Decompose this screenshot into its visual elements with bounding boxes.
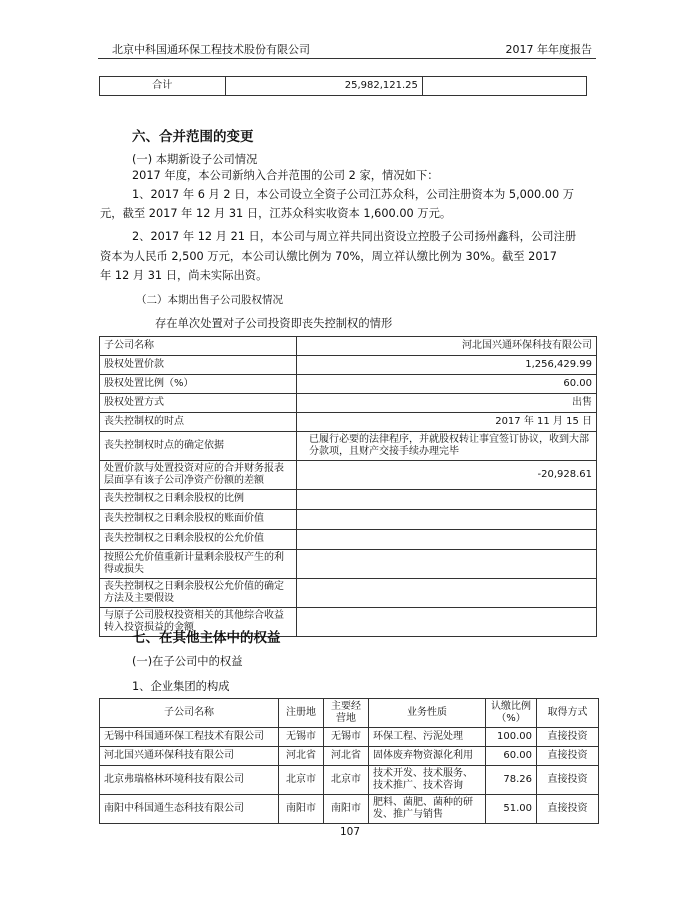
row-label: 处置价款与处置投资对应的合并财务报表层面享有该子公司净资产份额的差额 — [100, 461, 297, 490]
table-row — [100, 490, 597, 510]
table-row — [100, 579, 597, 608]
table-row — [100, 375, 597, 394]
table-row — [100, 728, 599, 747]
row-value: 1,256,429.99 — [297, 356, 597, 375]
paragraph: 年 12 月 31 日，尚未实际出资。 — [100, 269, 268, 282]
cell: 60.00 — [486, 747, 537, 766]
cell: 无锡市 — [324, 728, 369, 747]
cell: 直接投资 — [537, 766, 599, 795]
cell: 51.00 — [486, 795, 537, 824]
table-header-row — [100, 699, 599, 728]
row-value: 2017 年 11 月 15 日 — [297, 413, 597, 432]
total-value: 25,982,121.25 — [225, 77, 422, 96]
paragraph: 资本为人民币 2,500 万元，本公司认缴比例为 70%，周立祥认缴比例为 30%。截至 2017 — [100, 250, 557, 263]
paragraph: 1、2017 年 6 月 2 日，本公司设立全资子公司江苏众科，公司注册资本为 5,000.00 万 — [132, 188, 575, 201]
header-report-title: 2017 年年度报告 — [505, 43, 592, 56]
cell: 河北省 — [324, 747, 369, 766]
cell: 南阳中科国通生态科技有限公司 — [100, 795, 279, 824]
column-header: 认缴比例（%） — [486, 699, 537, 728]
row-label: 丧失控制权之日剩余股权公允价值的确定方法及主要假设 — [100, 579, 297, 608]
column-header: 主要经营地 — [324, 699, 369, 728]
paragraph: 2、2017 年 12 月 21 日，本公司与周立祥共同出资设立控股子公司扬州鑫科，公司注册 — [132, 230, 577, 243]
cell: 无锡市 — [279, 728, 324, 747]
cell: 无锡中科国通环保工程技术有限公司 — [100, 728, 279, 747]
row-value — [297, 510, 597, 530]
cell: 固体废弃物资源化利用 — [369, 747, 486, 766]
row-value — [297, 579, 597, 608]
cell: 南阳市 — [279, 795, 324, 824]
cell: 河北国兴通环保科技有限公司 — [100, 747, 279, 766]
section-title-7: 七、在其他主体中的权益 — [132, 630, 281, 646]
header-divider — [98, 58, 596, 59]
cell: 北京市 — [279, 766, 324, 795]
total-label: 合计 — [100, 77, 226, 96]
row-value: -20,928.61 — [297, 461, 597, 490]
page-number: 107 — [339, 826, 361, 838]
row-label: 与原子公司股权投资相关的其他综合收益转入投资损益的金额 — [100, 608, 297, 637]
row-label: 按照公允价值重新计量剩余股权产生的利得或损失 — [100, 550, 297, 579]
table-row — [100, 77, 587, 96]
disposal-table — [99, 336, 597, 637]
column-header: 取得方式 — [537, 699, 599, 728]
row-label: 股权处置比例（%） — [100, 375, 297, 394]
row-value — [297, 608, 597, 637]
row-label: 股权处置方式 — [100, 394, 297, 413]
cell: 环保工程、污泥处理 — [369, 728, 486, 747]
header-company: 北京中科国通环保工程技术股份有限公司 — [112, 43, 310, 56]
total-empty-cell — [422, 77, 586, 96]
row-label: 丧失控制权时点的确定依据 — [100, 432, 297, 461]
row-label: 子公司名称 — [100, 337, 297, 356]
cell: 北京市 — [324, 766, 369, 795]
column-header: 注册地 — [279, 699, 324, 728]
subheading-disposal: （二）本期出售子公司股权情况 — [136, 294, 283, 306]
cell: 技术开发、技术服务、技术推广、技术咨询 — [369, 766, 486, 795]
row-value — [297, 530, 597, 550]
table-row — [100, 432, 597, 461]
cell: 北京弗瑞格林环境科技有限公司 — [100, 766, 279, 795]
subheading-subsidiary-interests: (一)在子公司中的权益 — [132, 655, 243, 668]
row-value: 河北国兴通环保科技有限公司 — [297, 337, 597, 356]
row-value: 60.00 — [297, 375, 597, 394]
column-header: 业务性质 — [369, 699, 486, 728]
cell: 直接投资 — [537, 728, 599, 747]
table-row — [100, 356, 597, 375]
row-value: 已履行必要的法律程序，并就股权转让事宜签订协议，收到大部分款项，且财产交接手续办理完毕 — [297, 432, 597, 461]
paragraph: 元，截至 2017 年 12 月 31 日，江苏众科实收资本 1,600.00 万元。 — [100, 207, 452, 220]
group-table — [99, 698, 599, 824]
subheading-group-structure: 1、企业集团的构成 — [132, 680, 230, 693]
paragraph: 2017 年度，本公司新纳入合并范围的公司 2 家，情况如下： — [132, 169, 439, 182]
column-header: 子公司名称 — [100, 699, 279, 728]
table-row — [100, 394, 597, 413]
row-value — [297, 490, 597, 510]
subheading-new-subsidiaries: (一) 本期新设子公司情况 — [132, 153, 258, 166]
table-row — [100, 795, 599, 824]
table-row — [100, 747, 599, 766]
cell: 100.00 — [486, 728, 537, 747]
total-table — [99, 76, 587, 96]
cell: 肥料、菌肥、菌种的研发、推广与销售 — [369, 795, 486, 824]
cell: 78.26 — [486, 766, 537, 795]
table-row — [100, 337, 597, 356]
table-row — [100, 550, 597, 579]
row-label: 丧失控制权之日剩余股权的比例 — [100, 490, 297, 510]
row-value: 出售 — [297, 394, 597, 413]
row-label: 丧失控制权之日剩余股权的账面价值 — [100, 510, 297, 530]
row-label: 股权处置价款 — [100, 356, 297, 375]
section-title-6: 六、合并范围的变更 — [132, 129, 254, 145]
row-value — [297, 550, 597, 579]
table-row — [100, 510, 597, 530]
table-caption: 存在单次处置对子公司投资即丧失控制权的情形 — [155, 317, 393, 330]
row-label: 丧失控制权的时点 — [100, 413, 297, 432]
cell: 直接投资 — [537, 747, 599, 766]
table-row — [100, 413, 597, 432]
cell: 河北省 — [279, 747, 324, 766]
row-label: 丧失控制权之日剩余股权的公允价值 — [100, 530, 297, 550]
table-row — [100, 766, 599, 795]
table-row — [100, 461, 597, 490]
cell: 直接投资 — [537, 795, 599, 824]
cell: 南阳市 — [324, 795, 369, 824]
table-row — [100, 530, 597, 550]
